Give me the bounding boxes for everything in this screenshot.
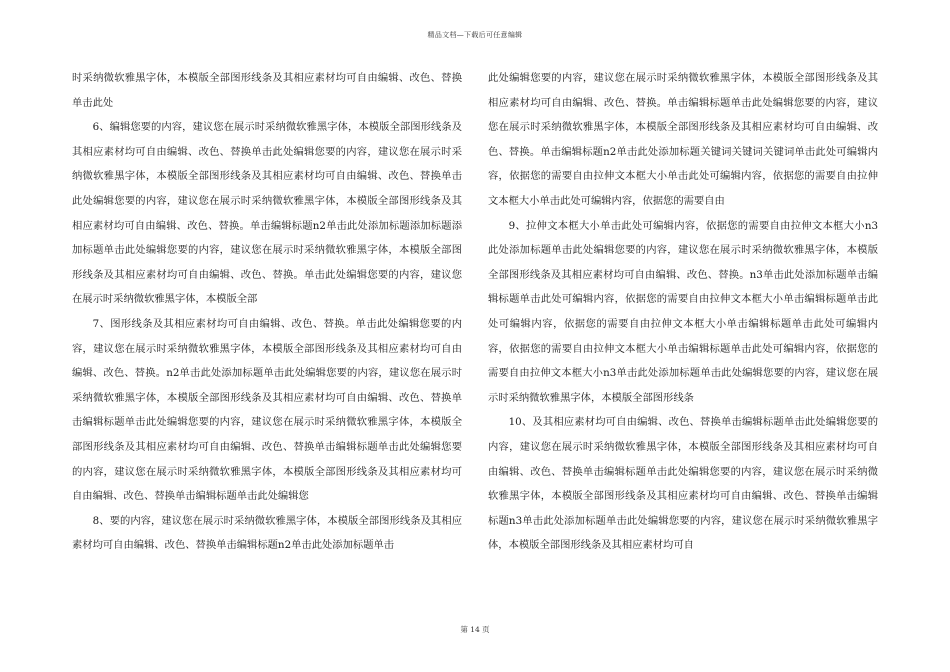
right-column bbox=[488, 66, 878, 558]
paragraph: 7、图形线条及其相应素材均可自由编辑、改色、替换。单击此处编辑您要的内容，建议您在展示时采纳微软雅黑字体，本模版全部图形线条及其相应素材均可自由编辑、改色、替换。n2单击此处添加标题单击此处编辑您要的内容，建议您在展示时采纳微软雅黑字体，本模版全部图形线条及其相应素材均可自由编辑、改色、替换单击编辑标题单击此处编辑您要的内容，建议您在展示时采纳微软雅黑字体，本模版全部图形线条及其相应素材均可自由编辑、改色、替换单击编辑标题单击此处编辑您要的内容，建议您在展示时采纳微软雅黑字体，本模版全部图形线条及其相应素材均可自由编辑、改色、替换单击编辑标题单击此处编辑您 bbox=[72, 317, 462, 503]
paragraph: 6、编辑您要的内容，建议您在展示时采纳微软雅黑字体，本模版全部图形线条及其相应素材均可自由编辑、改色、替换单击此处编辑您要的内容，建议您在展示时采纳微软雅黑字体，本模版全部图形线条及其相应素材均可自由编辑、改色、替换单击此处编辑您要的内容，建议您在展示时采纳微软雅黑字体，本模版全部图形线条及其相应素材均可自由编辑、改色、替换。单击编辑标题n2单击此处添加标题添加标题添加标题单击此处编辑您要的内容，建议您在展示时采纳微软雅黑字体，本模版全部图形线条及其相应素材均可自由编辑、改色、替换。单击此处编辑您要的内容，建议您在展示时采纳微软雅黑字体，本模版全部 bbox=[72, 121, 462, 306]
page-header: 精品文档—下载后可任意编辑 bbox=[427, 31, 523, 39]
page-number: 第 14 页 bbox=[460, 625, 490, 634]
paragraph: 10、及其相应素材均可自由编辑、改色、替换单击编辑标题单击此处编辑您要的内容，建议您在展示时采纳微软雅黑字体，本模版全部图形线条及其相应素材均可自由编辑、改色、替换单击编辑标题单击此处编辑您要的内容，建议您在展示时采纳微软雅黑字体，本模版全部图形线条及其相应素材均可自由编辑、改色、替换单击编辑标题n3单击此处添加标题单击此处编辑您要的内容，建议您在展示时采纳微软雅黑字体，本模版全部图形线条及其相应素材均可自 bbox=[488, 416, 878, 552]
paragraph: 9、拉伸文本框大小单击此处可编辑内容，依据您的需要自由拉伸文本框大小n3此处添加标题单击此处编辑您要的内容，建议您在展示时采纳微软雅黑字体，本模版全部图形线条及其相应素材均可自由编辑、改色、替换。n3单击此处添加标题单击编辑标题单击此处可编辑内容，依据您的需要自由拉伸文本框大小单击编辑标题单击此处可编辑内容，依据您的需要自由拉伸文本框大小单击编辑标题单击此处可编辑内容，依据您的需要自由拉伸文本框大小单击编辑标题单击此处可编辑内容，依据您的需要自由拉伸文本框大小n3单击此处添加标题单击此处编辑您要的内容，建议您在展示时采纳微软雅黑字体，本模版全部图形线条 bbox=[488, 219, 878, 404]
paragraph: 8、要的内容，建议您在展示时采纳微软雅黑字体，本模版全部图形线条及其相应素材均可自由编辑、改色、替换单击编辑标题n2单击此处添加标题单击 bbox=[72, 514, 462, 552]
paragraph: 时采纳微软雅黑字体，本模版全部图形线条及其相应素材均可自由编辑、改色、替换单击此处 bbox=[72, 72, 462, 109]
left-column bbox=[72, 66, 462, 558]
paragraph: 此处编辑您要的内容，建议您在展示时采纳微软雅黑字体，本模版全部图形线条及其相应素材均可自由编辑、改色、替换。单击编辑标题单击此处编辑您要的内容，建议您在展示时采纳微软雅黑字体，本模版全部图形线条及其相应素材均可自由编辑、改色、替换。单击编辑标题n2单击此处添加标题关键词关键词关键词单击此处可编辑内容，依据您的需要自由拉伸文本框大小单击此处可编辑内容，依据您的需要自由拉伸文本框大小单击此处可编辑内容，依据您的需要自由 bbox=[488, 72, 878, 207]
